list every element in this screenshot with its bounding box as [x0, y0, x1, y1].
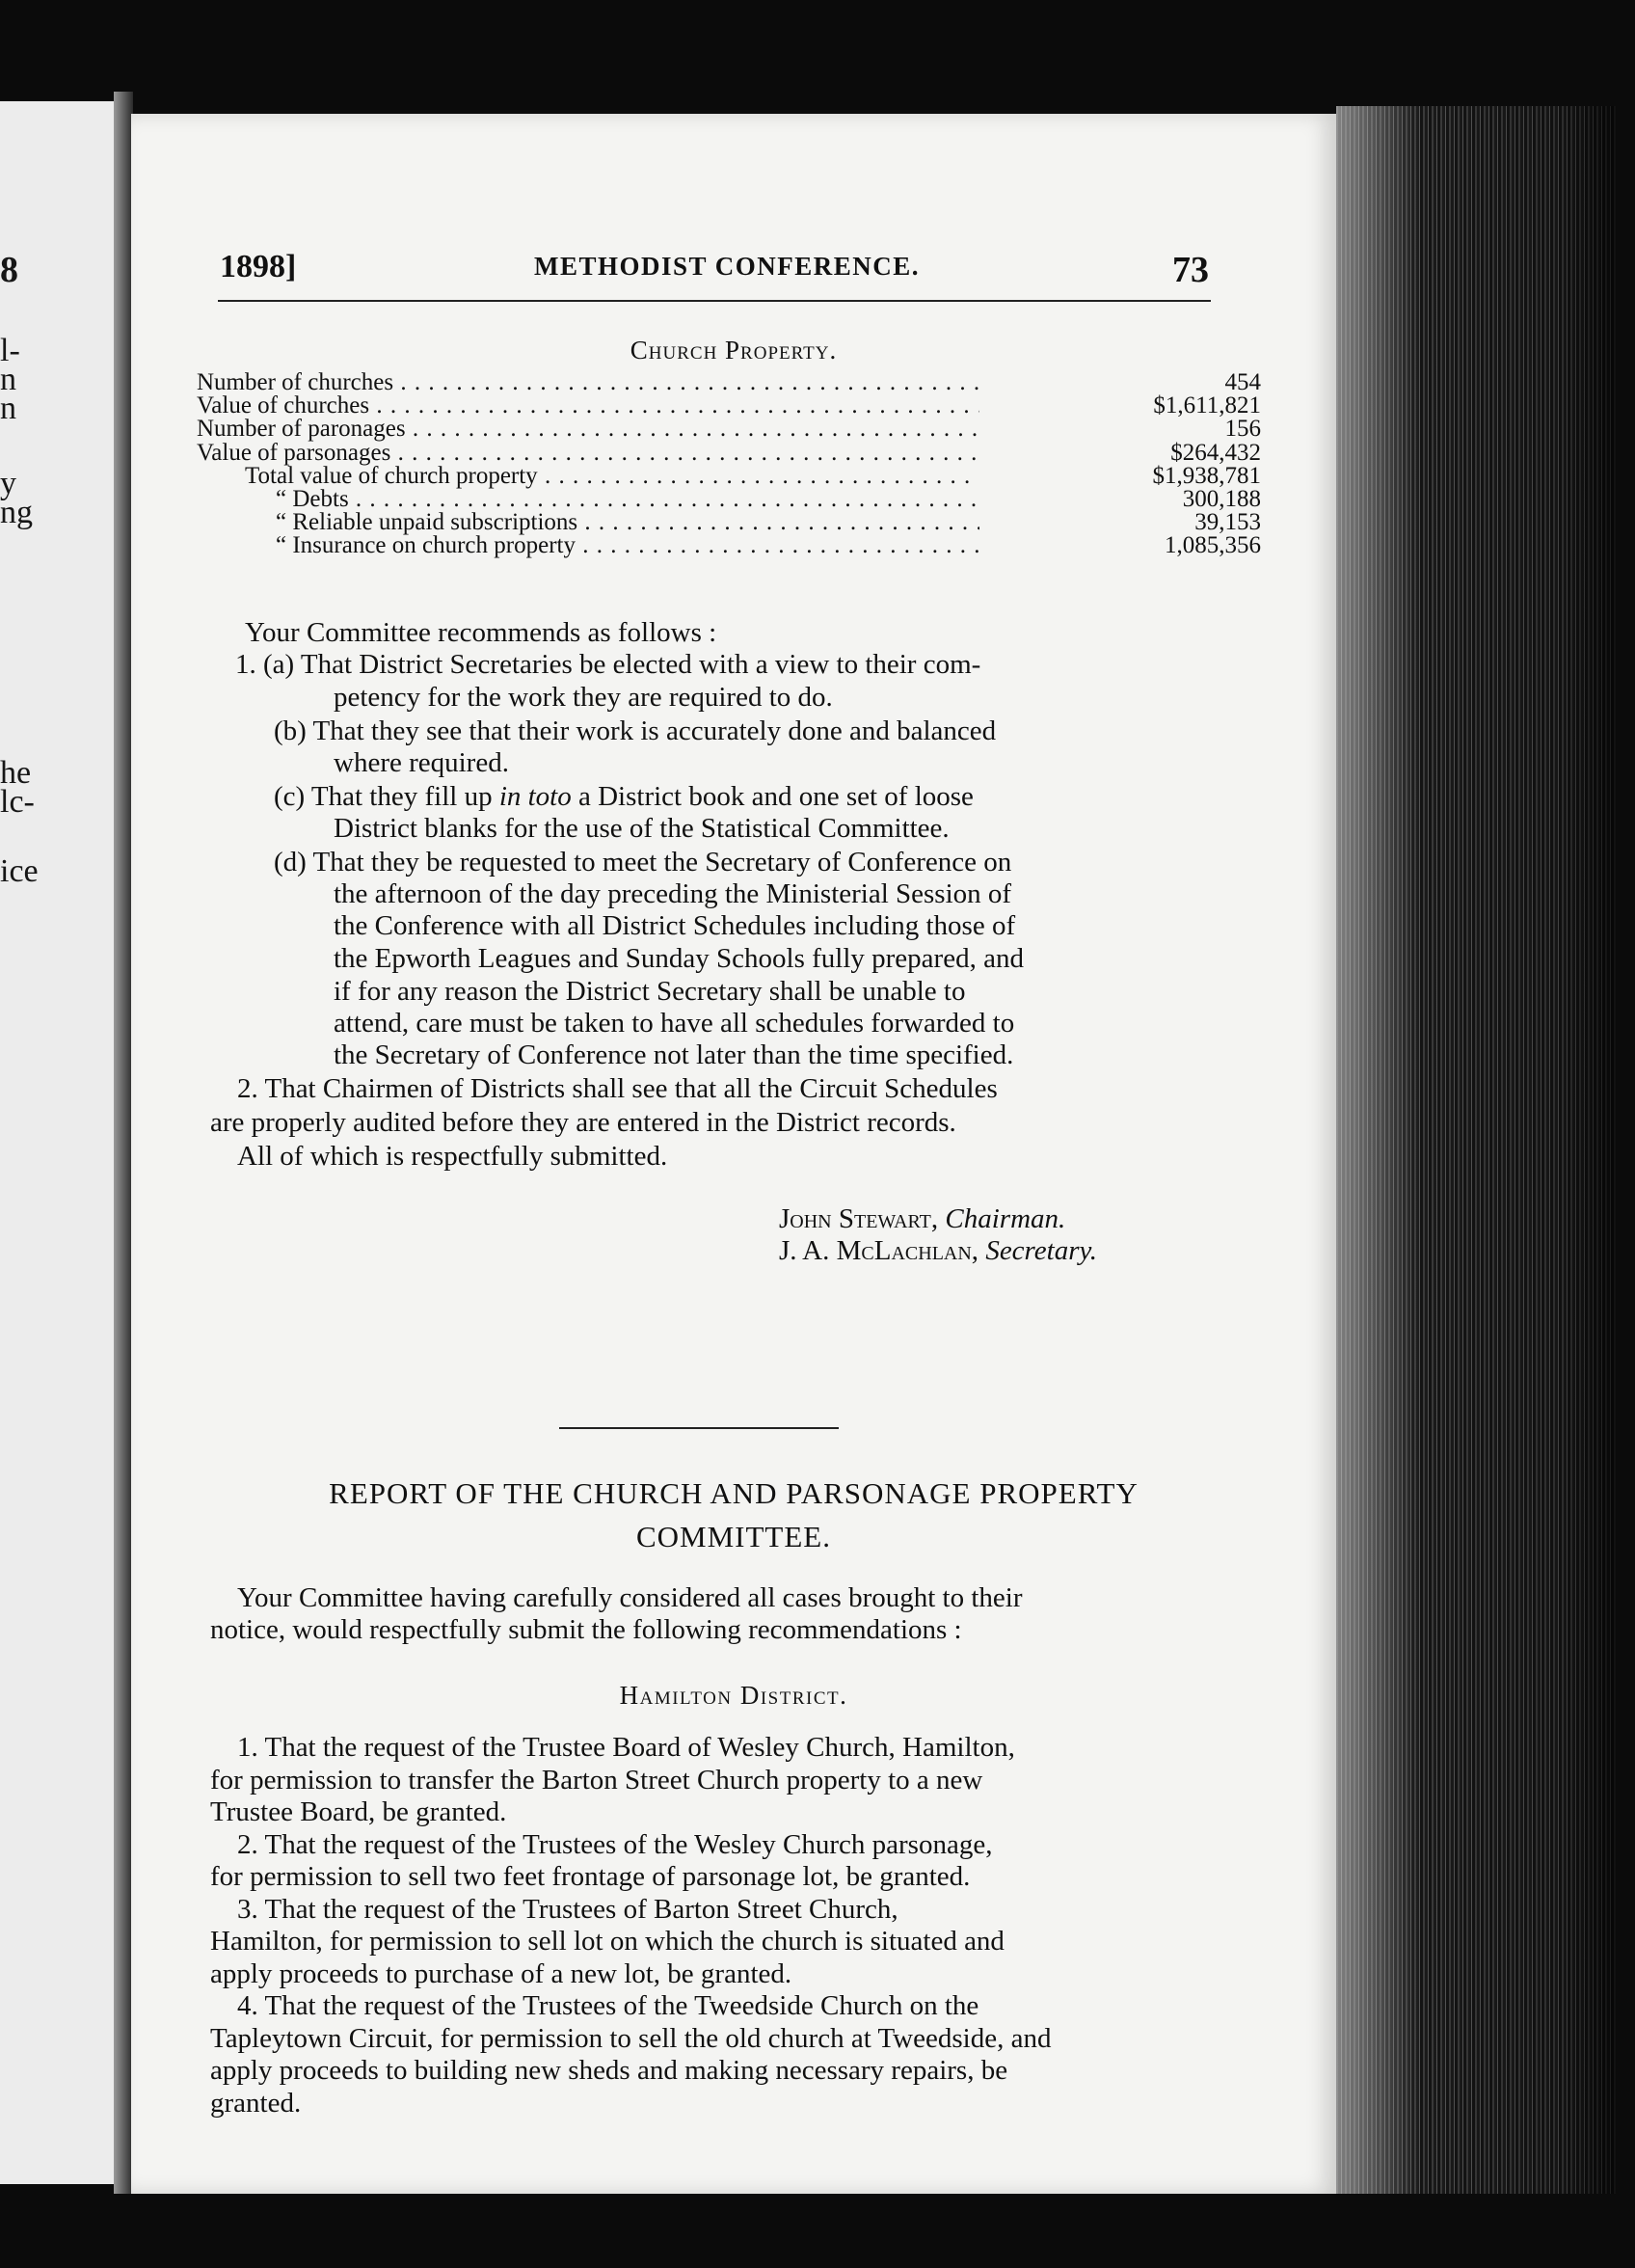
left-facing-page: [0, 101, 114, 2184]
property-label: “ Debts . . .: [276, 486, 979, 512]
recommendation-line: the afternoon of the day preceding the Ministerial Session of: [334, 878, 1012, 909]
left-page-fragment: y: [0, 466, 16, 501]
signature-role: Secretary.: [985, 1235, 1098, 1266]
property-label: “ Reliable unpaid subscriptions . . .: [276, 509, 979, 535]
property-value: 1,085,356: [1165, 532, 1261, 559]
recommendation-line: the Secretary of Conference not later than the time specified.: [334, 1040, 1014, 1070]
signature-name: John Stewart,: [779, 1203, 939, 1234]
property-label: Value of churches . . .: [197, 392, 979, 418]
property-label: Total value of church property . . .: [245, 463, 979, 489]
report-title-line2: COMMITTEE.: [635, 1520, 831, 1553]
left-page-fragment: n: [0, 391, 16, 426]
signature-name: J. A. McLachlan,: [779, 1235, 979, 1266]
recommendation-line: 1. (a) That District Secretaries be elected with a view to their com-: [235, 649, 981, 680]
property-row: [131, 532, 1336, 559]
report-item-line: 3. That the request of the Trustees of Barton Street Church,: [237, 1893, 898, 1925]
section-divider: [559, 1427, 839, 1429]
property-label: Value of parsonages . . .: [197, 440, 979, 466]
property-value: $1,938,781: [1152, 462, 1261, 489]
property-value: 39,153: [1194, 509, 1261, 536]
report-item-line: Tapleytown Circuit, for permission to sell the old church at Tweedside, and: [210, 2022, 1052, 2054]
property-label: Number of churches . . .: [197, 369, 979, 395]
recommendation-line: (c) That they fill up in toto a District book and one set of loose: [274, 781, 974, 812]
recommendation-line: attend, care must be taken to have all schedules forwarded to: [334, 1008, 1015, 1039]
report-item-line: Hamilton, for permission to sell lot on which the church is situated and: [210, 1926, 1005, 1957]
property-value: 300,188: [1182, 486, 1261, 512]
recommendation-line: (b) That they see that their work is accurately done and balanced: [274, 716, 997, 746]
left-page-fragment: 8: [0, 250, 18, 290]
left-page-fragment: l-: [0, 333, 20, 368]
report-item-line: for permission to sell two feet frontage of parsonage lot, be granted.: [210, 1861, 971, 1892]
document-page: [131, 114, 1336, 2194]
signature-role: Chairman.: [945, 1203, 1066, 1234]
header-rule: [218, 300, 1211, 302]
property-label: “ Insurance on church property . . .: [276, 532, 979, 558]
left-page-fragment: lc-: [0, 784, 35, 820]
header-title: METHODIST CONFERENCE.: [534, 252, 921, 281]
report-item-line: granted.: [210, 2087, 302, 2119]
church-property-heading: Church Property.: [630, 336, 838, 364]
property-value: 454: [1224, 369, 1261, 395]
report-item-line: Trustee Board, be granted.: [210, 1796, 507, 1827]
recommendation-line: if for any reason the District Secretary shall be unable to: [334, 976, 966, 1007]
property-value: $264,432: [1170, 439, 1261, 466]
property-value: 156: [1224, 416, 1261, 443]
left-page-fragment: ice: [0, 853, 39, 889]
recommendation-line: All of which is respectfully submitted.: [237, 1141, 668, 1172]
report-item-line: 2. That the request of the Trustees of the Wesley Church parsonage,: [237, 1828, 993, 1860]
report-intro-line: notice, would respectfully submit the following recommendations :: [210, 1614, 962, 1645]
recommendation-line: District blanks for the use of the Statistical Committee.: [334, 813, 950, 844]
recommendation-line: are properly audited before they are entered in the District records.: [210, 1107, 956, 1138]
property-value: $1,611,821: [1153, 392, 1261, 419]
signature-secretary: [779, 1235, 1097, 1267]
property-label: Number of paronages . . .: [197, 416, 979, 442]
recommendation-line: the Epworth Leagues and Sunday Schools fully prepared, and: [334, 943, 1024, 974]
report-item-line: 4. That the request of the Trustees of the Tweedside Church on the: [237, 1990, 979, 2021]
recommendations-intro: Your Committee recommends as follows :: [245, 617, 717, 648]
book-gutter: [114, 92, 133, 2194]
left-page-fragment: ng: [0, 495, 33, 530]
recommendation-line: where required.: [334, 747, 509, 778]
district-heading: Hamilton District.: [619, 1681, 848, 1710]
report-item-line: apply proceeds to building new sheds and making necessary repairs, be: [210, 2055, 1008, 2086]
signature-chairman: [779, 1203, 1065, 1235]
left-page-fragment: n: [0, 362, 16, 397]
report-item-line: for permission to transfer the Barton Street Church property to a new: [210, 1764, 983, 1796]
report-intro-line: Your Committee having carefully considered all cases brought to their: [237, 1582, 1023, 1613]
book-page-edges: [1336, 106, 1616, 2194]
page-number: 73: [1172, 250, 1209, 290]
recommendation-line: the Conference with all District Schedules including those of: [334, 910, 1016, 941]
report-item-line: apply proceeds to purchase of a new lot, be granted.: [210, 1958, 792, 1989]
header-year: 1898]: [220, 249, 297, 284]
report-title-line1: REPORT OF THE CHURCH AND PARSONAGE PROPERTY: [329, 1476, 1139, 1510]
left-page-fragment: he: [0, 755, 32, 791]
report-item-line: 1. That the request of the Trustee Board of Wesley Church, Hamilton,: [237, 1732, 1015, 1763]
recommendation-line: petency for the work they are required to do.: [334, 682, 833, 713]
recommendation-line: 2. That Chairmen of Districts shall see that all the Circuit Schedules: [237, 1073, 998, 1104]
recommendation-line: (d) That they be requested to meet the Secretary of Conference on: [274, 847, 1012, 878]
